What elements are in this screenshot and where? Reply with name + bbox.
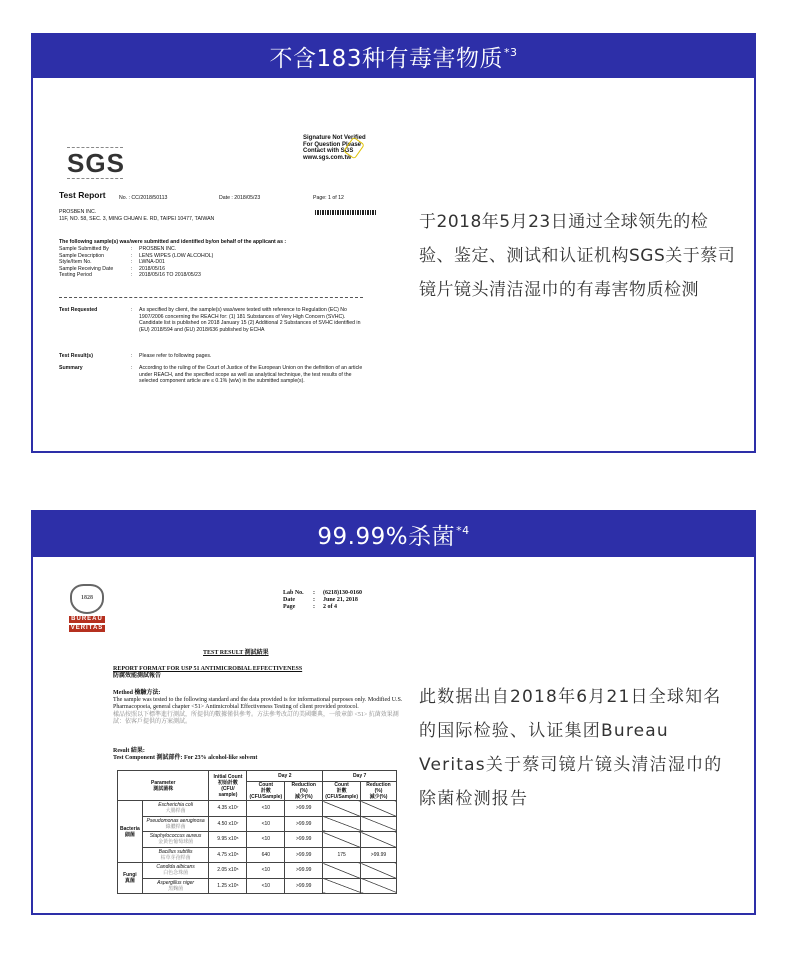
- bv-description: 此数据出自2018年6月21日全球知名的国际检验、认证集团Bureau Veritas关于蔡司镜片镜头清洁湿巾的除菌检测报告: [419, 687, 723, 809]
- report-number: No. : CC/2018/50113: [119, 195, 168, 201]
- report-intro: The following sample(s) was/were submitted and identified by/on behalf of the applicant as :: [59, 239, 287, 245]
- antimicrobial-table: Parameter 測試菌株 Initial Count 初始計數 (CFU/ sample) Day 2 Day 7 Count 計數 (CFU/Sample) Reduction (%) 減少(%) Count 計數 (CFU/Sample) Reduction (%) 減少(%) Bacteria 細菌 Escherichia coli 大腸桿菌 4.35 x10⁷ <10 >99.99 Pseudomonas aeruginosa 綠膿桿菌 4.50 x10⁷ <10 >99.99 Staphylococcus aureus 金黃色葡萄球菌 9.95 x10⁵ <10 >99.99 Bacillus subtilis 枯草芽孢桿菌 4.75 x10⁵ 640 >99.99 175 >99.99 Fungi 真菌 Candida albicans 白色念珠菌 2.05 x10⁵ <10 >99.99 Aspergillus niger 黑麴菌 1.25 x10⁵ <10 >99.99: [117, 770, 397, 894]
- barcode: [315, 210, 377, 215]
- report-page: Page: 1 of 12: [313, 195, 344, 201]
- test-result-title: TEST RESULT 測試結果: [203, 650, 269, 656]
- table-row: Pseudomonas aeruginosa 綠膿桿菌 4.50 x10⁷ <10 >99.99: [118, 816, 397, 832]
- summary: Summary : According to the ruling of the Court of Justice of the European Union on the definition of an article under REACH, and the specified scope as well as analytical technique, the test results of the selected component article are ≤ 0.1% (w/w) in the submitted sample(s).: [59, 365, 363, 385]
- report-title: Test Report: [59, 190, 106, 200]
- bv-banner: [33, 512, 754, 557]
- bv-banner-note: *4: [456, 524, 470, 537]
- sgs-test-report: [57, 135, 397, 435]
- sgs-banner-note: *3: [503, 46, 518, 59]
- sgs-banner: [33, 35, 754, 78]
- result-heading: Result 結果: Test Component 測試部件: For 23% alcohol-like solvent: [113, 748, 258, 762]
- sgs-banner-title: 不含183种有毒害物质: [269, 46, 503, 72]
- bv-banner-title: 99.99%杀菌: [317, 524, 456, 550]
- bv-test-report: [57, 582, 403, 912]
- table-row: Bacteria 細菌 Escherichia coli 大腸桿菌 4.35 x10⁷ <10 >99.99: [118, 801, 397, 817]
- signature-notice: Signature Not Verified For Question Please Contact with SGS www.sgs.com.tw: [303, 135, 366, 161]
- sgs-section: [31, 33, 756, 453]
- sgs-logo: SGS: [67, 148, 125, 178]
- table-row: Aspergillus niger 黑麴菌 1.25 x10⁵ <10 >99.99: [118, 878, 397, 894]
- bv-section: [31, 510, 756, 915]
- bureau-veritas-logo: 1828 BUREAU VERITAS: [69, 584, 105, 632]
- lab-info: Lab No. : (6218)130-0160 Date : June 21, 2018 Page : 2 of 4: [283, 590, 362, 611]
- table-row: Bacillus subtilis 枯草芽孢桿菌 4.75 x10⁵ 640 >99.99 175 >99.99: [118, 847, 397, 863]
- table-row: Fungi 真菌 Candida albicans 白色念珠菌 2.05 x10⁵ <10 >99.99: [118, 863, 397, 879]
- sample-fields: Sample Submitted By : PROSBEN INC. Sample Description : LENS WIPES (LOW ALCOHOL) Style/Item No. : LWNA-D01 Sample Receiving Date : 2018/05/16 Testing Period : 2018/05/16 TO 2018/05/23: [59, 246, 214, 279]
- test-requested: Test Requested : As specified by client, the sample(s) was/were tested with reference to Regulation (EC) No 1907/2006 concerning the REACH for: (1) 181 Substances of Very High Concern (SVHC). Candidate list is published on 2018 January 15 (2) Additional 2 Substances of SVHC identified in (EU) 2018/594 and (EU) 2018/636 published by ECHA: [59, 307, 361, 333]
- report-format: REPORT FORMAT FOR USP 51 ANTIMICROBIAL EFFECTIVENESS 防腐效能測試報告: [113, 666, 303, 680]
- test-results: Test Result(s) : Please refer to following pages.: [59, 353, 212, 359]
- divider: [59, 297, 363, 298]
- client-address: PROSBEN INC. 11F, NO. 58, SEC. 3, MING CHUAN E. RD, TAIPEI 10477, TAIWAN: [59, 209, 215, 222]
- report-date: Date : 2018/05/23: [219, 195, 261, 201]
- sgs-description: 于2018年5月23日通过全球领先的检验、鉴定、测试和认证机构SGS关于蔡司镜片镜头清洁湿巾的有毒害物质检测: [419, 212, 736, 300]
- bv-seal-icon: 1828: [70, 584, 104, 614]
- table-row: Staphylococcus aureus 金黃色葡萄球菌 9.95 x10⁵ <10 >99.99: [118, 832, 397, 848]
- method: Method 檢驗方法: The sample was tested to the following standard and the data provided is for informational purposes only. Modified U.S. Pharmacopoeia, general chapter <51> Antimicrobial Effectiveness Testing of client provided protocol. 樣品按照以下標準進行測試，所提供的數據僅供參考。方法參考改訂的美國藥典，一般章節 <51> 抗菌效果測試：依客戶提供的方案測試。: [113, 690, 403, 725]
